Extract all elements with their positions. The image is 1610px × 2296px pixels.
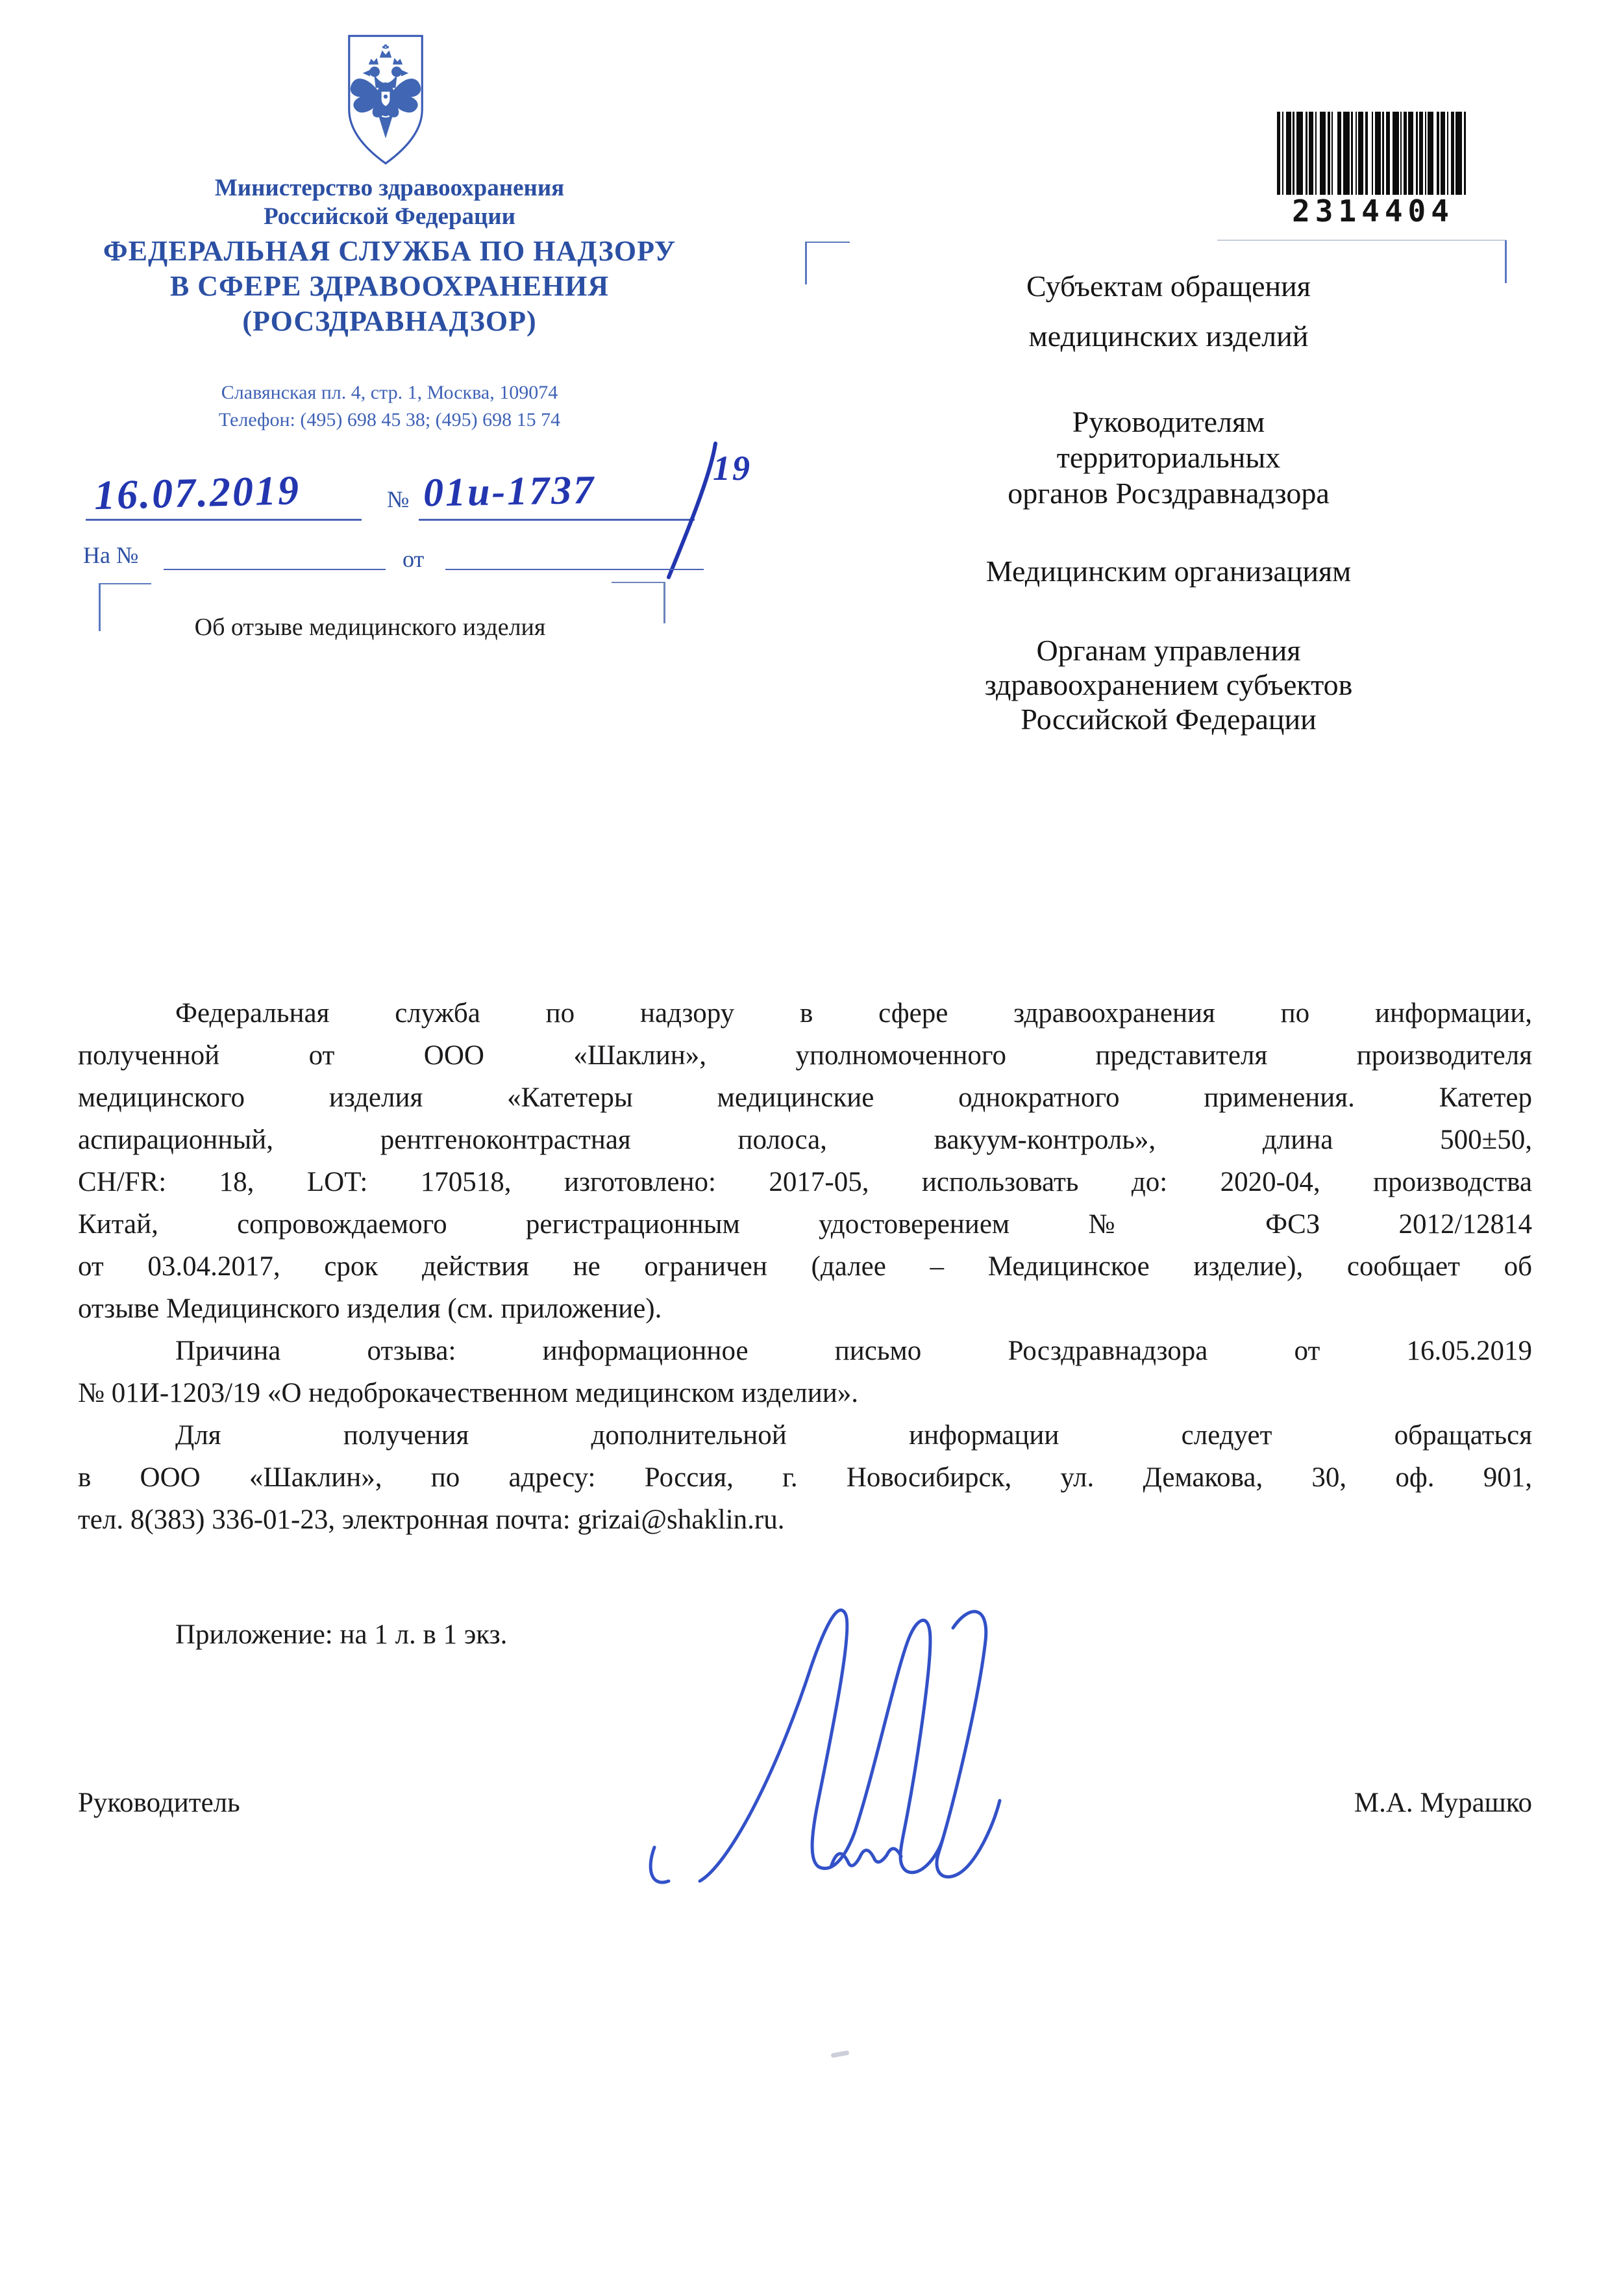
barcode-bar xyxy=(1447,112,1448,195)
barcode-bar xyxy=(1428,112,1433,195)
recipient-corner-right-icon xyxy=(1505,240,1507,283)
barcode-bar xyxy=(1404,112,1407,195)
barcode-bar xyxy=(1464,112,1466,195)
barcode-bar xyxy=(1400,112,1402,195)
barcode-icon xyxy=(1277,112,1469,195)
recipient-group-2 xyxy=(850,404,1487,511)
barcode-bar xyxy=(1306,112,1307,195)
recipient-line: здравоохранением субъектов xyxy=(984,668,1353,701)
recipient-line: медицинских изделий xyxy=(1028,319,1309,353)
letter-body xyxy=(78,992,1532,1541)
barcode-bar xyxy=(1416,112,1418,195)
recipient-line: территориальных xyxy=(1056,441,1281,474)
barcode-bar xyxy=(1282,112,1283,195)
barcode-bar xyxy=(1375,112,1381,195)
barcode-bar xyxy=(1451,112,1454,195)
barcode-bar xyxy=(1365,112,1368,195)
barcode-bar xyxy=(1455,112,1462,195)
body-line: Федеральная служба по надзору в сфере здравоохранения по информации, xyxy=(175,998,1532,1029)
service-name-line3: (РОСЗДРАВНАДЗОР) xyxy=(242,305,537,337)
body-line: Причина отзыва: информационное письмо Росздравнадзора от 16.05.2019 xyxy=(175,1336,1532,1366)
recipient-line: Субъектам обращения xyxy=(1026,269,1311,303)
barcode-bar xyxy=(1393,112,1399,195)
barcode-bar xyxy=(1277,112,1280,195)
subject-line: Об отзыве медицинского изделия xyxy=(194,614,546,641)
barcode-bar xyxy=(1351,112,1353,195)
recipient-corner-left-icon xyxy=(805,242,850,284)
barcode-bar xyxy=(1356,112,1357,195)
barcode-bar xyxy=(1437,112,1439,195)
barcode-bar xyxy=(1343,112,1350,195)
recipient-group-1 xyxy=(850,261,1487,361)
number-sign-label: № xyxy=(387,486,410,512)
body-line: отзыве Медицинского изделия (см. приложение). xyxy=(78,1293,662,1324)
body-line: № 01И-1203/19 «О недоброкачественном медицинском изделии». xyxy=(78,1378,859,1408)
barcode-bar xyxy=(1328,112,1330,195)
letterhead-phone: Телефон: (495) 698 45 38; (495) 698 15 74 xyxy=(218,409,561,430)
barcode-bar xyxy=(1382,112,1384,195)
barcode-bar xyxy=(1358,112,1363,195)
barcode-bar xyxy=(1315,112,1317,195)
barcode-bar xyxy=(1337,112,1341,195)
recipient-line: Медицинским организациям xyxy=(985,555,1352,588)
body-line: Для получения дополнительной информации следует обращаться xyxy=(175,1420,1532,1451)
handwritten-signature xyxy=(617,1584,1032,1903)
body-line: тел. 8(383) 336-01-23, электронная почта: grizai@shaklin.ru. xyxy=(78,1504,785,1535)
body-line: медицинского изделия «Катетеры медицинские однократного применения. Катетер xyxy=(78,1082,1532,1113)
barcode-bar xyxy=(1293,112,1294,195)
ministry-name-line1: Министерство здравоохранения xyxy=(214,175,565,201)
scan-artifact xyxy=(831,2051,850,2058)
body-line: Китай, сопровождаемого регистрационным удостоверением № ФСЗ 2012/12814 xyxy=(78,1209,1532,1240)
barcode-bar xyxy=(1296,112,1303,195)
attachment-note: Приложение: на 1 л. в 1 экз. xyxy=(175,1619,508,1650)
barcode-bar xyxy=(1320,112,1326,195)
recipient-group-3 xyxy=(850,553,1487,589)
signer-role: Руководитель xyxy=(78,1788,240,1818)
handwritten-number: 01и-1737 xyxy=(423,468,596,516)
recipient-line: органов Росздравнадзора xyxy=(1008,477,1330,510)
body-line: в ООО «Шаклин», по адресу: Россия, г. Новосибирск, ул. Демакова, 30, оф. 901, xyxy=(78,1462,1532,1493)
service-name-line2: В СФЕРЕ ЗДРАВООХРАНЕНИЯ xyxy=(169,270,610,302)
date-underline xyxy=(86,519,362,521)
coat-of-arms-icon xyxy=(344,32,427,168)
body-line: от 03.04.2017, срок действия не ограничен (далее – Медицинское изделие), сообщает об xyxy=(78,1251,1532,1282)
barcode-bar xyxy=(1309,112,1313,195)
barcode-bar xyxy=(1372,112,1373,195)
body-line: полученной от ООО «Шаклин», уполномоченного представителя производителя xyxy=(78,1040,1532,1071)
barcode-bar xyxy=(1408,112,1413,195)
recipient-line: Органам управления xyxy=(1036,634,1301,667)
service-name-line1: ФЕДЕРАЛЬНАЯ СЛУЖБА ПО НАДЗОРУ xyxy=(103,235,676,267)
signer-name: М.А. Мурашко xyxy=(1354,1788,1532,1818)
recipient-group-4 xyxy=(850,633,1487,736)
barcode-bar xyxy=(1425,112,1426,195)
letterhead-address: Славянская пл. 4, стр. 1, Москва, 109074 xyxy=(221,382,558,403)
reply-from-label: от xyxy=(402,546,425,572)
barcode-number: 2314404 xyxy=(1292,193,1454,229)
handwritten-number-suffix: 19 xyxy=(713,449,752,488)
recipient-corner-line xyxy=(1217,240,1506,241)
reply-to-label: На № xyxy=(83,542,139,568)
recipient-line: Российской Федерации xyxy=(1021,703,1317,736)
body-line: CH/FR: 18, LOT: 170518, изготовлено: 2017-05, использовать до: 2020-04, производства xyxy=(78,1167,1532,1197)
body-line: аспирационный, рентгеноконтрастная полоса, вакуум-контроль», длина 500±50, xyxy=(78,1125,1532,1155)
number-underline xyxy=(419,519,695,521)
recipient-line: Руководителям xyxy=(1072,405,1265,438)
barcode-bar xyxy=(1286,112,1291,195)
reply-number-underline xyxy=(164,569,386,570)
handwritten-date: 16.07.2019 xyxy=(93,466,301,519)
ministry-name-line2: Российской Федерации xyxy=(264,203,515,230)
barcode-bar xyxy=(1331,112,1333,195)
barcode-bar xyxy=(1419,112,1423,195)
barcode-bar xyxy=(1441,112,1445,195)
reply-date-underline xyxy=(445,569,704,570)
barcode-bar xyxy=(1386,112,1390,195)
